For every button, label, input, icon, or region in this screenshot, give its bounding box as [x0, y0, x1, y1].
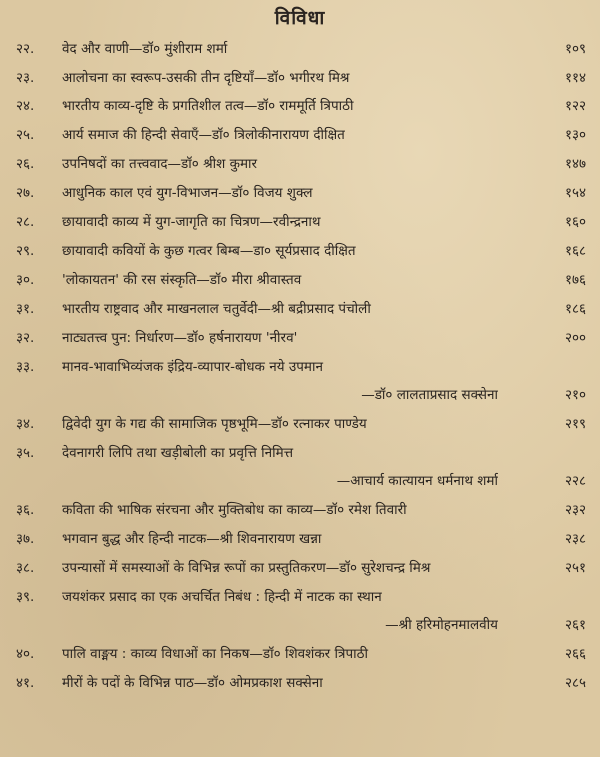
entry-page-number: २८५ — [564, 675, 586, 691]
toc-entry — [16, 123, 586, 147]
entry-title: भगवान बुद्ध और हिन्दी नाटक—श्री शिवनारायण खन्ना — [62, 531, 322, 547]
entry-page-number: १४७ — [564, 156, 586, 172]
toc-entry — [16, 556, 586, 580]
toc-entry — [16, 181, 586, 205]
entry-title: मीरों के पदों के विभिन्न पाठ—डॉ० ओमप्रकाश सक्सेना — [62, 675, 323, 691]
entry-page-number: १६० — [564, 214, 586, 230]
entry-title: आलोचना का स्वरूप-उसकी तीन दृष्टियाँ—डॉ० भगीरथ मिश्र — [62, 70, 350, 86]
entry-page-number: २३२ — [564, 502, 586, 518]
entry-page-number: १६८ — [564, 243, 586, 259]
entry-title: उपनिषदों का तत्त्ववाद—डॉ० श्रीश कुमार — [62, 156, 258, 172]
entry-number: २२. — [16, 41, 35, 57]
entry-number: २७. — [16, 185, 35, 201]
toc-entry — [16, 355, 586, 379]
entry-title: कविता की भाषिक संरचना और मुक्तिबोध का काव्य—डॉ० रमेश तिवारी — [62, 502, 407, 518]
entry-page-number: २६१ — [564, 617, 586, 633]
entry-page-number: १७६ — [564, 272, 586, 288]
entry-number: २९. — [16, 243, 35, 259]
toc-entry — [16, 412, 586, 436]
toc-entry — [16, 268, 586, 292]
toc-entry — [16, 297, 586, 321]
toc-entry — [16, 671, 586, 695]
toc-entry-continuation — [16, 469, 586, 493]
entry-title: नाट्यतत्त्व पुन: निर्धारण—डॉ० हर्षनारायण 'नीरव' — [62, 330, 298, 346]
entry-title: छायावादी काव्य में युग-जागृति का चित्रण—रवीन्द्रनाथ — [62, 214, 321, 230]
entry-title: भारतीय राष्ट्रवाद और माखनलाल चतुर्वेदी—श्री बद्रीप्रसाद पंचोली — [62, 301, 371, 317]
entry-page-number: २५१ — [564, 560, 586, 576]
entry-author: —डॉ० लालताप्रसाद सक्सेना — [361, 387, 498, 403]
toc-entry — [16, 152, 586, 176]
toc-entry — [16, 66, 586, 90]
entry-page-number: १०९ — [564, 41, 586, 57]
entry-title: द्विवेदी युग के गद्य की सामाजिक पृष्ठभूमि—डॉ० रत्नाकर पाण्डेय — [62, 416, 367, 432]
entry-page-number: १२२ — [564, 98, 586, 114]
toc-entry-continuation — [16, 613, 586, 637]
entry-number: ३६. — [16, 502, 35, 518]
entry-number: २४. — [16, 98, 35, 114]
entry-title: देवनागरी लिपि तथा खड़ीबोली का प्रवृत्ति निमित्त — [62, 445, 294, 461]
toc-entry — [16, 326, 586, 350]
toc-entry — [16, 585, 586, 609]
toc-entry-continuation — [16, 383, 586, 407]
page-title: विविधा — [274, 7, 326, 29]
entry-page-number: १८६ — [564, 301, 586, 317]
entry-number: २८. — [16, 214, 35, 230]
entry-number: ३२. — [16, 330, 35, 346]
toc-entry — [16, 37, 586, 61]
entry-number: ३७. — [16, 531, 35, 547]
entry-title: वेद और वाणी—डॉ० मुंशीराम शर्मा — [62, 41, 228, 57]
entry-page-number: २१९ — [564, 416, 586, 432]
entry-number: २३. — [16, 70, 35, 86]
entry-number: ४१. — [16, 675, 35, 691]
entry-page-number: २०० — [564, 330, 586, 346]
entry-number: २६. — [16, 156, 35, 172]
entry-page-number: २६६ — [564, 646, 586, 662]
toc-entry — [16, 527, 586, 551]
entry-title: उपन्यासों में समस्याओं के विभिन्न रूपों का प्रस्तुतिकरण—डॉ० सुरेशचन्द्र मिश्र — [62, 560, 431, 576]
entry-title: छायावादी कवियों के कुछ गत्वर बिम्ब—डा० सूर्यप्रसाद दीक्षित — [62, 243, 356, 259]
entry-page-number: २३८ — [564, 531, 586, 547]
entry-page-number: १३० — [564, 127, 586, 143]
entry-title: 'लोकायतन' की रस संस्कृति—डॉ० मीरा श्रीवास्तव — [62, 272, 302, 288]
toc-entry — [16, 498, 586, 522]
entry-title: भारतीय काव्य-दृष्टि के प्रगतिशील तत्व—डॉ० राममूर्ति त्रिपाठी — [62, 98, 354, 114]
entry-page-number: ११४ — [564, 70, 586, 86]
entry-page-number: १५४ — [564, 185, 586, 201]
entry-title: जयशंकर प्रसाद का एक अचर्चित निबंध : हिन्दी में नाटक का स्थान — [62, 589, 382, 605]
entry-title: आर्य समाज की हिन्दी सेवाएँ—डॉ० त्रिलोकीनारायण दीक्षित — [62, 127, 345, 143]
entry-number: २५. — [16, 127, 35, 143]
entry-number: ३१. — [16, 301, 35, 317]
entry-number: ३०. — [16, 272, 35, 288]
entry-title: आधुनिक काल एवं युग-विभाजन—डॉ० विजय शुक्ल — [62, 185, 313, 201]
entry-number: ४०. — [16, 646, 35, 662]
entry-number: ३५. — [16, 445, 35, 461]
entry-page-number: २१० — [564, 387, 586, 403]
toc-entry — [16, 210, 586, 234]
entry-title: पालि वाङ्मय : काव्य विधाओं का निकष—डॉ० शिवशंकर त्रिपाठी — [62, 646, 368, 662]
entry-number: ३९. — [16, 589, 35, 605]
toc-entry — [16, 239, 586, 263]
entry-number: ३४. — [16, 416, 35, 432]
entry-author: —श्री हरिमोहनमालवीय — [385, 617, 498, 633]
entry-title: मानव-भावाभिव्यंजक इंद्रिय-व्यापार-बोधक नये उपमान — [62, 359, 323, 375]
toc-entry — [16, 441, 586, 465]
entry-page-number: २२८ — [564, 473, 586, 489]
entry-number: ३८. — [16, 560, 35, 576]
entry-number: ३३. — [16, 359, 35, 375]
toc-entry — [16, 94, 586, 118]
toc-entry — [16, 642, 586, 666]
entry-author: —आचार्य कात्यायन धर्मनाथ शर्मा — [336, 473, 498, 489]
